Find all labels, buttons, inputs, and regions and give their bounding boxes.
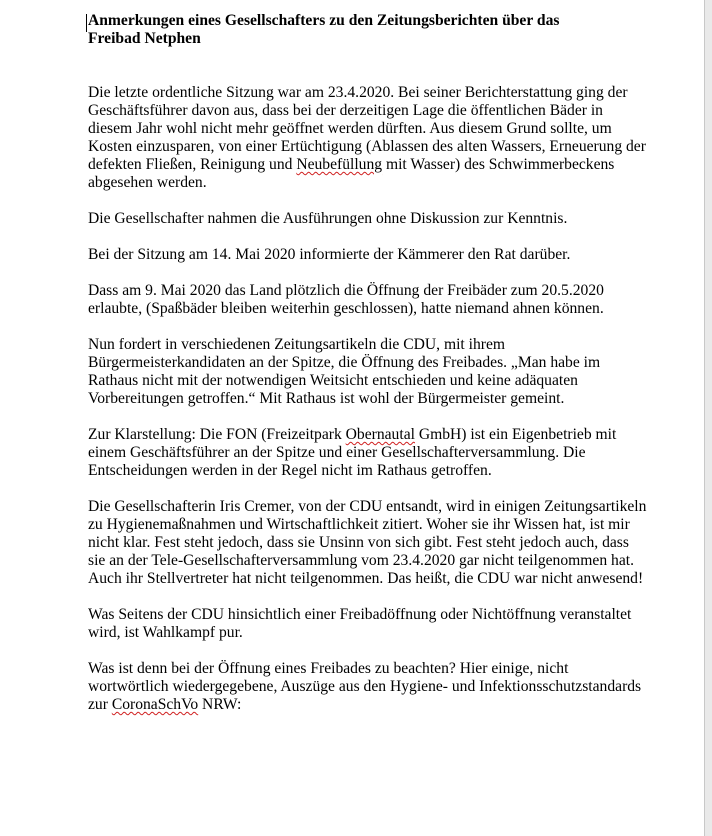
spellcheck-word-obernautal[interactable]: Obernautal — [345, 426, 415, 443]
paragraph-1 — [88, 84, 648, 192]
paragraph-6-text-c: GmbH) ist ein Eigenbetrieb mit einem Geschäftsführer an der Spitze und einer Gesellschafterversammlung. Die Entscheidungen werden in der Regel nicht im Rathaus getroffen. — [88, 426, 617, 479]
paragraph-1-text-c: mit Wasser) des Schwimmerbeckens abgesehen werden. — [88, 156, 615, 191]
paragraph-9 — [88, 660, 648, 714]
text-cursor — [86, 14, 87, 32]
paragraph-5: Nun fordert in verschiedenen Zeitungsartikeln die CDU, mit ihrem Bürgermeisterkandidaten an der Spitze, die Öffnung des Freibades. „Man habe im Rathaus nicht mit der notwendigen Weitsicht entschieden und keine adäquaten Vorbereitungen getroffen.“ Mit Rathaus ist wohl der Bürgermeister gemeint. — [88, 336, 601, 407]
paragraph-8: Was Seitens der CDU hinsichtlich einer Freibadöffnung oder Nichtöffnung veranstaltet wird, ist Wahlkampf pur. — [88, 606, 632, 641]
paragraph-6 — [88, 426, 648, 480]
page-edge-shadow — [705, 0, 712, 836]
document-body[interactable] — [88, 12, 648, 732]
document-title — [88, 12, 648, 48]
paragraph-4: Dass am 9. Mai 2020 das Land plötzlich die Öffnung der Freibäder zum 20.5.2020 erlaubte, (Spaßbäder bleiben weiterhin geschlossen), hatte niemand ahnen können. — [88, 282, 604, 317]
paragraph-9-text-a: Was ist denn bei der Öffnung eines Freibades zu beachten? Hier einige, nicht wortwörtlich wiedergegebene, Auszüge aus den Hygiene- und Infektionsschutzstandards zur — [88, 660, 642, 713]
title-line-2: Freibad Netphen — [88, 30, 201, 47]
spellcheck-word-neubefuellung[interactable]: Neubefüllung — [296, 156, 383, 173]
paragraph-7: Die Gesellschafterin Iris Cremer, von der CDU entsandt, wird in einigen Zeitungsartikeln zu Hygienemaßnahmen und Wirtschaftlichkeit zitiert. Woher sie ihr Wissen hat, ist mir nicht klar. Fest steht jedoch, dass sie Unsinn von sich gibt. Fest steht jedoch auch, dass sie an der Tele-Gesellschafterversammlung vom 23.4.2020 gar nicht teilgenommen hat. Auch ihr Stellvertreter hat nicht teilgenommen. Das heißt, die CDU war nicht anwesend! — [88, 498, 647, 587]
paragraph-9-text-c: NRW: — [198, 696, 242, 713]
paragraph-3: Bei der Sitzung am 14. Mai 2020 informierte der Kämmerer den Rat darüber. — [88, 246, 571, 263]
paragraph-6-text-a: Zur Klarstellung: Die FON (Freizeitpark — [88, 426, 346, 443]
spellcheck-word-coronaschvo[interactable]: CoronaSchVo — [111, 696, 199, 713]
title-line-1: Anmerkungen eines Gesellschafters zu den Zeitungsberichten über das — [88, 12, 560, 29]
paragraph-2: Die Gesellschafter nahmen die Ausführungen ohne Diskussion zur Kenntnis. — [88, 210, 568, 227]
paragraph-1-text-a: Die letzte ordentliche Sitzung war am 23.4.2020. Bei seiner Berichterstattung ging der Geschäftsführer davon aus, dass bei der derzeitigen Lage die öffentlichen Bäder in diesem Jahr wohl nicht mehr geöffnet werden dürften. Aus diesem Grund sollte, um Kosten einzusparen, von einer Ertüchtigung (Ablassen des alten Wassers, Erneuerung der defekten Fließen, Reinigung und — [88, 84, 646, 173]
